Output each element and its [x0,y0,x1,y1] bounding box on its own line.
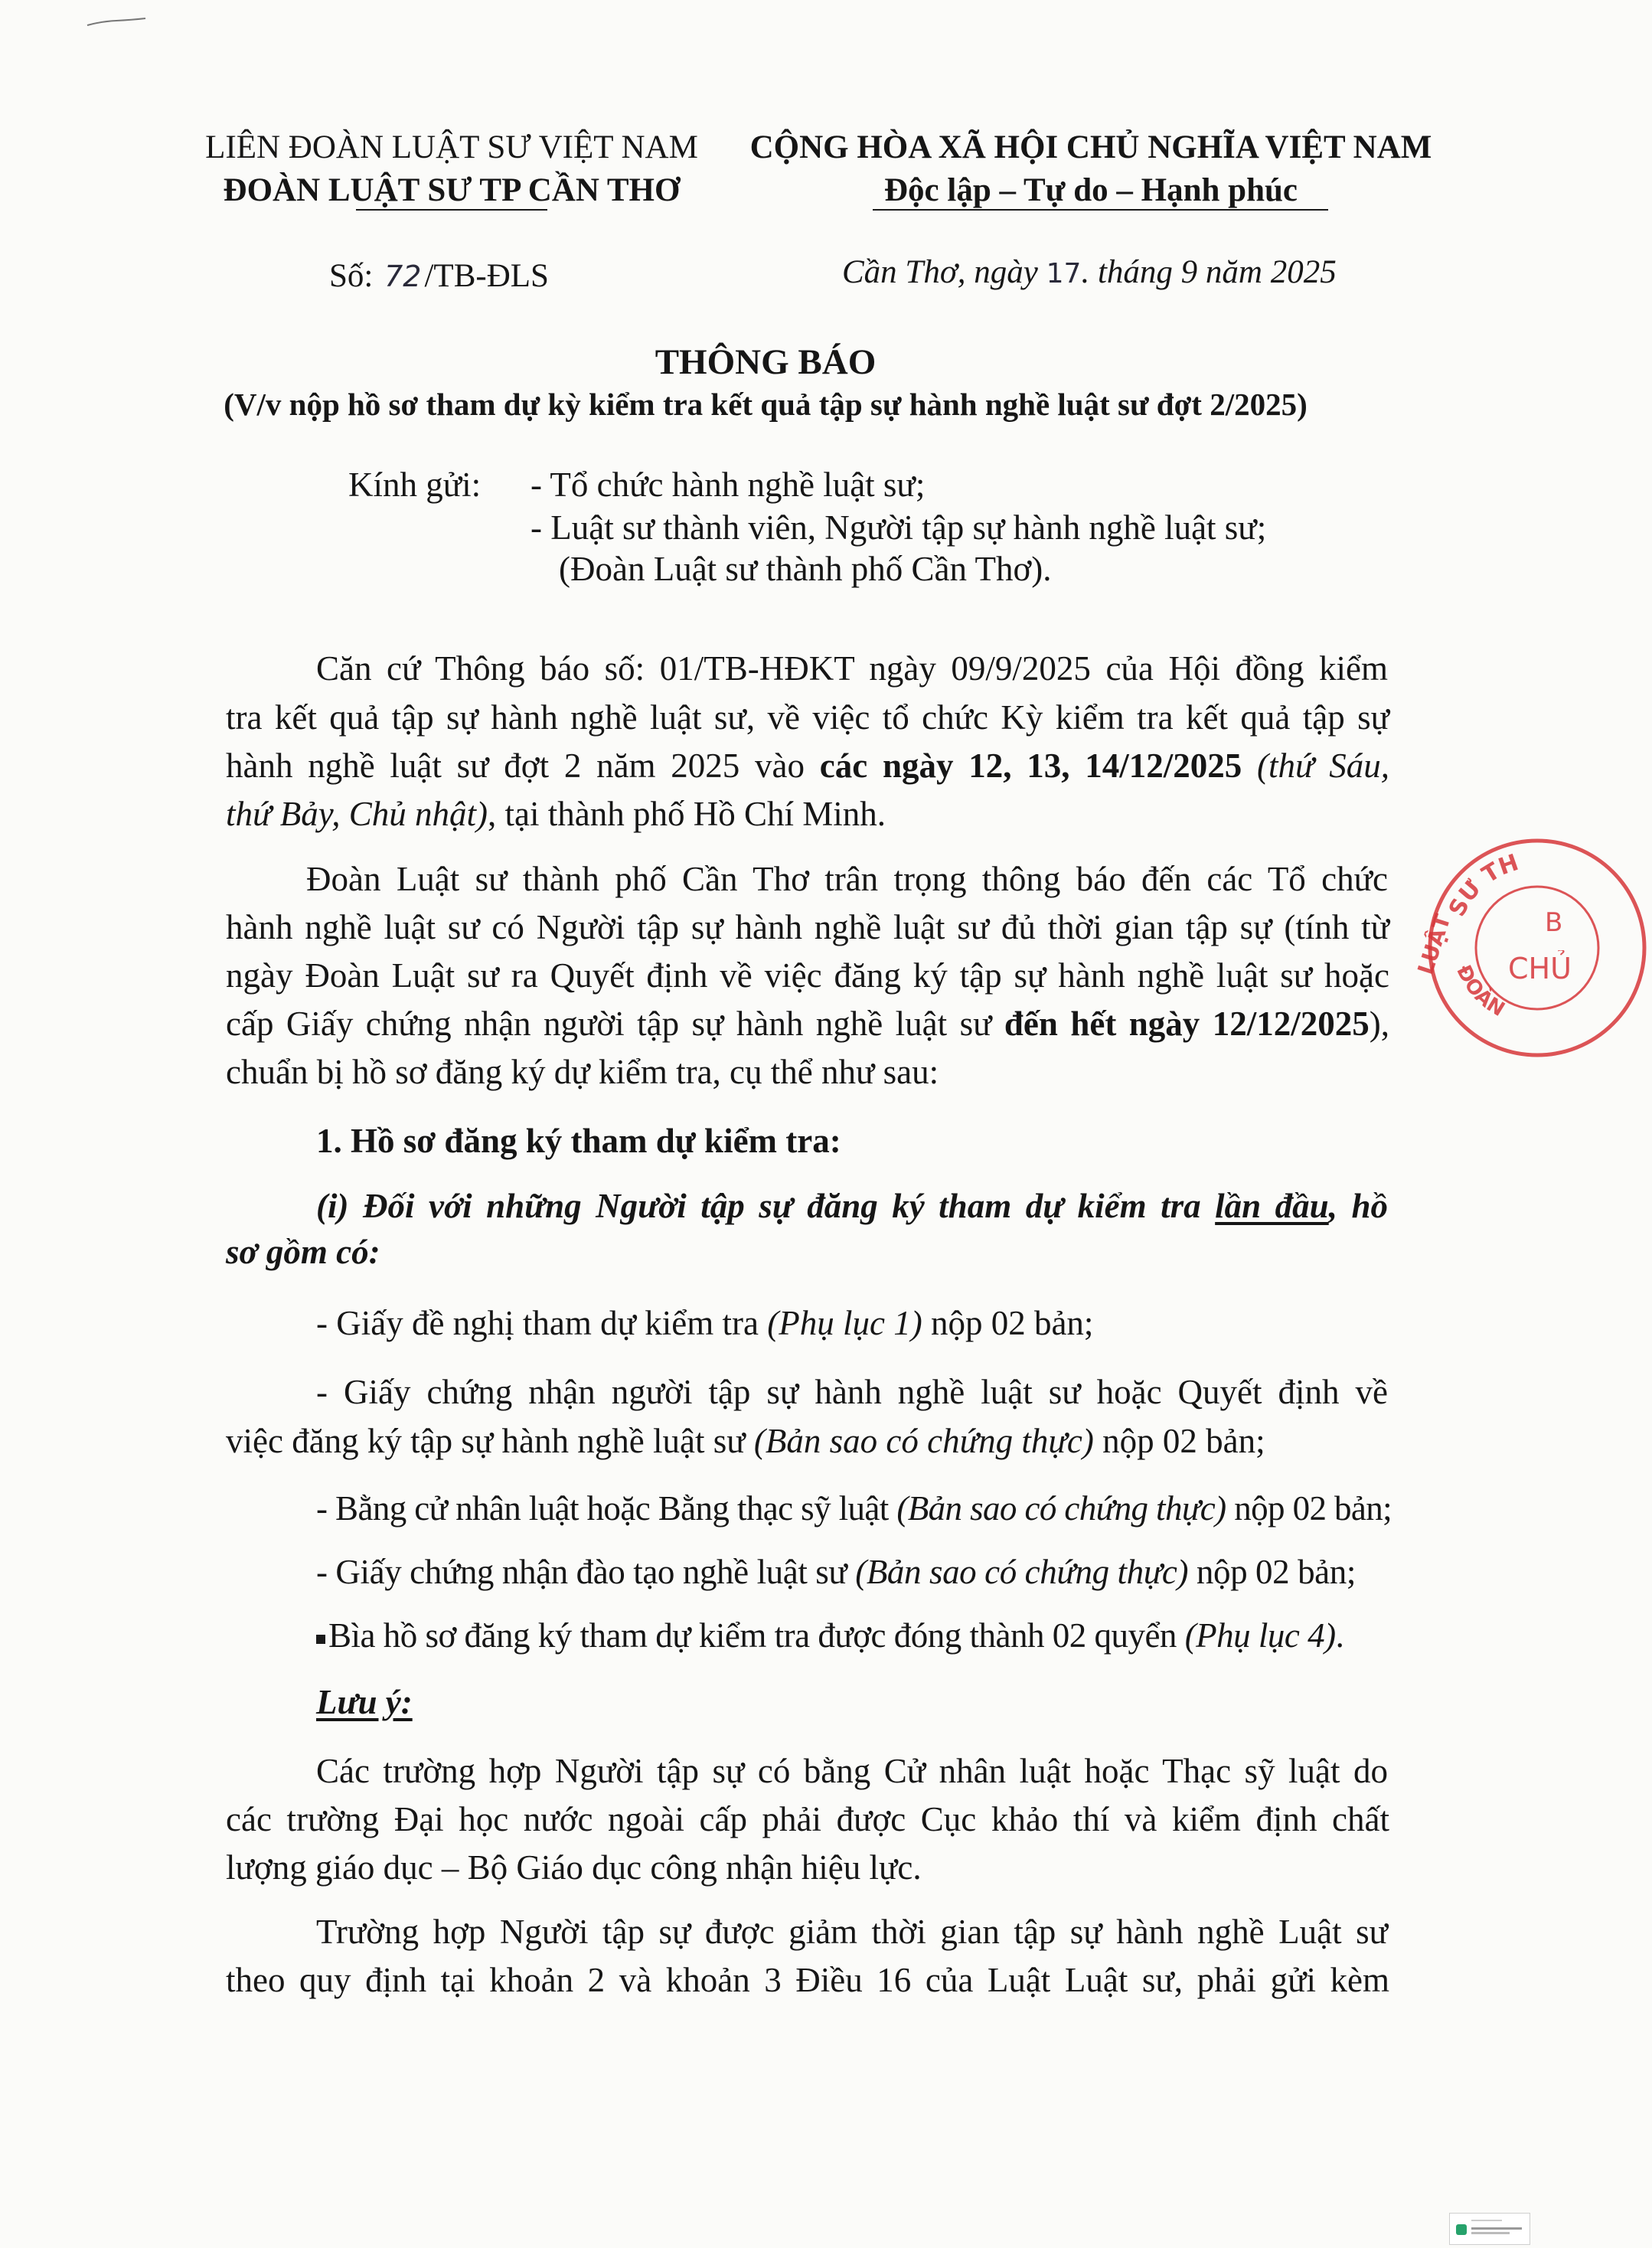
doc-title: THÔNG BÁO [655,342,877,382]
para2-text3: ngày Đoàn Luật sư ra Quyết định về việc đăng ký tập sự hành nghề luật sư hoặc [226,956,1389,995]
note-p1-text2: các trường Đại học nước ngoài cấp phải được Cục khảo thí và kiểm định chất [226,1800,1389,1838]
para2-line3 [226,952,1389,998]
item-5-bullet [316,1635,325,1644]
item-3-qty: nộp 02 bản; [1226,1489,1392,1528]
doc-date [842,251,1337,296]
item-4-ref: (Bản sao có chứng thực) [855,1553,1189,1591]
para2-text5: chuẩn bị hồ sơ đăng ký dự kiểm tra, cụ thể như sau: [226,1053,939,1091]
para2-line1 [306,856,1388,902]
para2-text2: hành nghề luật sư có Người tập sự hành nghề luật sư đủ thời gian tập sự (tính từ [226,908,1389,946]
note-p1-text3: lượng giáo dục – Bộ Giáo dục công nhận hiệu lực. [226,1848,922,1887]
stamp-center-b: CHỦ [1508,952,1572,985]
note-label: Lưu ý: [316,1683,413,1721]
scan-scribble [86,17,147,28]
note-p2-text2: theo quy định tại khoản 2 và khoản 3 Điều 16 của Luật Luật sư, phải gửi kèm [226,1961,1389,1999]
note-p2-line1 [316,1909,1388,1955]
header-right [746,126,1435,212]
para2-line4 [226,1001,1389,1047]
red-stamp [1412,833,1652,1063]
doc-number [329,255,549,298]
header-right-line2: Độc lập – Tự do – Hạnh phúc [884,172,1298,208]
scanner-logo-icon [1449,2213,1530,2245]
item-1-text: - Giấy đề nghị tham dự kiểm tra [316,1304,768,1342]
para1-text4b: , tại thành phố Hồ Chí Minh. [488,795,886,833]
para1-text2: tra kết quả tập sự hành nghề luật sư, về việc tổ chức Kỳ kiểm tra kết quả tập sự [226,698,1389,737]
item-1-qty: nộp 02 bản; [922,1304,1094,1342]
recipients-line3: (Đoàn Luật sư thành phố Cần Thơ). [559,550,1052,588]
item-5-text: Bìa hồ sơ đăng ký tham dự kiểm tra được đóng thành 02 quyển [328,1616,1185,1655]
para1-line1 [316,645,1388,691]
section1-first-time: lần đầu [1215,1187,1329,1225]
note-p1-line1 [316,1748,1388,1794]
stamp-inner-ring [1476,887,1598,1009]
item-1-ref: (Phụ lục 1) [767,1304,922,1342]
recipients-line2: - Luật sư thành viên, Người tập sự hành nghề luật sư; [531,508,1267,547]
recipients-line1: - Tổ chức hành nghề luật sư; [531,466,926,504]
recipients-label: Kính gửi: [348,466,482,504]
item-3 [316,1485,1480,1531]
para1-dates: các ngày 12, 13, 14/12/2025 [819,747,1242,785]
item-5-end: . [1335,1616,1344,1655]
stamp-text-top: SƯ TH [1443,849,1523,921]
para2-line5 [226,1049,1389,1095]
para2-text4a: cấp Giấy chứng nhận người tập sự hành nghề luật sư [226,1005,1004,1043]
header-left-underline [356,209,547,211]
para1-line4 [226,791,1389,837]
doc-subtitle: (V/v nộp hồ sơ tham dự kỳ kiểm tra kết quả tập sự hành nghề luật sư đợt 2/2025) [224,387,1308,422]
doc-date-suffix: . tháng 9 năm 2025 [1081,254,1337,290]
header-left [191,126,712,212]
para2-deadline: đến hết ngày 12/12/2025 [1004,1005,1370,1043]
section1-sub-a: (i) Đối với những Người tập sự đăng ký tham dự kiểm tra [316,1187,1216,1225]
doc-date-handwritten: 17 [1046,258,1082,289]
stamp-text-left: LUẬT [1412,911,1456,978]
item-4-qty: nộp 02 bản; [1188,1553,1356,1591]
item-2-line2 [226,1418,1389,1464]
para2-text4c: ), [1369,1005,1389,1043]
item-2-text1: - Giấy chứng nhận người tập sự hành nghề luật sư hoặc Quyết định về [316,1373,1388,1411]
item-5 [316,1612,1480,1658]
header-right-line1: CỘNG HÒA XÃ HỘI CHỦ NGHĨA VIỆT NAM [749,129,1432,165]
para2-text1: Đoàn Luật sư thành phố Cần Thơ trân trọng thông báo đến các Tổ chức [306,860,1388,898]
header-left-line2: ĐOÀN LUẬT SƯ TP CẦN THƠ [223,172,681,208]
item-2-ref: (Bản sao có chứng thực) [753,1422,1094,1460]
section1-heading: 1. Hồ sơ đăng ký tham dự kiểm tra: [316,1122,841,1160]
item-3-text: - Bằng cử nhân luật hoặc Bằng thạc sỹ luật [316,1489,897,1528]
para1-line3 [226,743,1389,789]
note-p1-text1: Các trường hợp Người tập sự có bằng Cử nhân luật hoặc Thạc sỹ luật do [316,1752,1388,1790]
section1-sub-line2: sơ gồm có: [226,1233,380,1271]
item-5-ref: (Phụ lục 4) [1184,1616,1336,1655]
doc-date-prefix: Cần Thơ, ngày [842,254,1038,290]
stamp-center-a: B [1545,907,1563,938]
para1-text3c: (thứ Sáu, [1242,747,1390,785]
header-left-line1: LIÊN ĐOÀN LUẬT SƯ VIỆT NAM [205,129,698,165]
item-3-ref: (Bản sao có chứng thực) [896,1489,1226,1528]
item-1 [316,1300,1480,1346]
para2-line2 [226,904,1389,950]
item-4-text: - Giấy chứng nhận đào tạo nghề luật sư [316,1553,856,1591]
para1-text3a: hành nghề luật sư đợt 2 năm 2025 vào [226,747,820,785]
item-2-line1 [316,1369,1388,1415]
para1-line2 [226,694,1389,740]
stamp-outer-ring [1430,841,1644,1055]
note-p1-line3 [226,1844,1389,1890]
item-4 [316,1549,1480,1595]
section1-sub-c: , hồ [1328,1187,1388,1225]
doc-number-handwritten: 72 [384,260,422,293]
para1-text1: Căn cứ Thông báo số: 01/TB-HĐKT ngày 09/9/2025 của Hội đồng kiểm [316,649,1388,688]
note-p2-line2 [226,1957,1389,2003]
header-right-underline [873,209,1328,211]
note-p1-line2 [226,1796,1389,1842]
stamp-text-bottom: ĐOÀN [1451,961,1509,1021]
item-2-qty: nộp 02 bản; [1093,1422,1265,1460]
doc-number-prefix: Số: [329,258,374,294]
doc-number-suffix: /TB-ĐLS [424,258,549,294]
item-2-text2: việc đăng ký tập sự hành nghề luật sư [226,1422,754,1460]
note-p2-text1: Trường hợp Người tập sự được giảm thời gian tập sự hành nghề Luật sư [316,1913,1388,1951]
section1-sub-line1 [316,1183,1388,1229]
para1-days: thứ Bảy, Chủ nhật) [226,795,488,833]
